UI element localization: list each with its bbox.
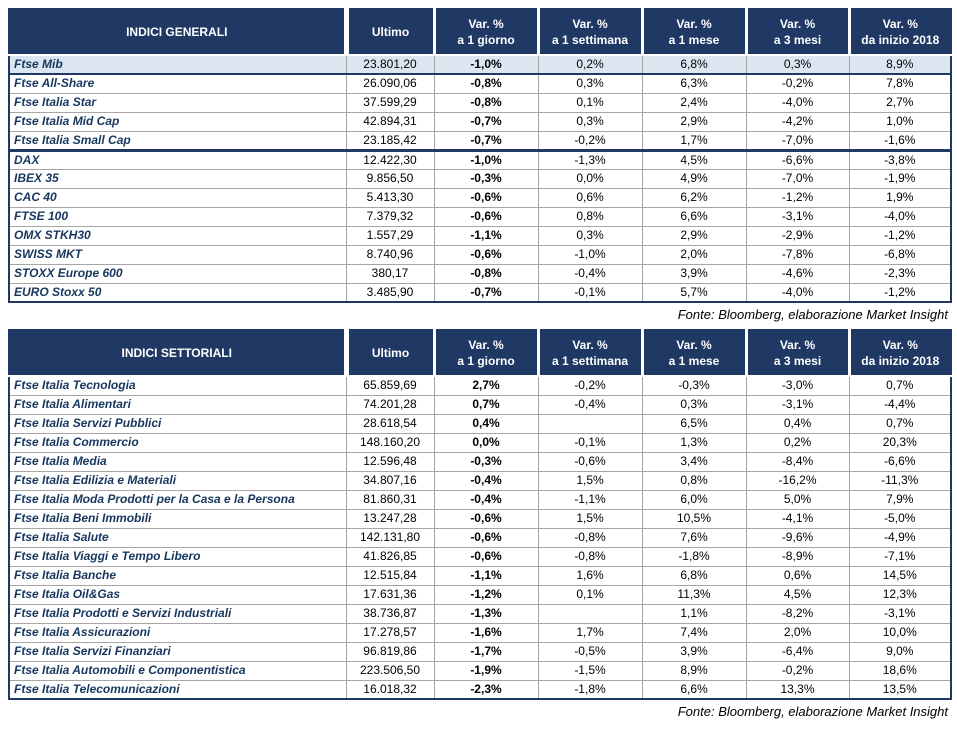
index-row: [9, 245, 951, 264]
ultimo-value: 12.596,48: [346, 452, 434, 471]
var-inizio-2018-value: 7,9%: [849, 490, 951, 509]
var-inizio-2018-value: -4,9%: [849, 528, 951, 547]
source-note: Fonte: Bloomberg, elaborazione Market Insight: [677, 307, 948, 322]
index-name: Ftse Italia Media: [9, 452, 346, 471]
var-label-top: Var. %: [676, 17, 712, 31]
var-1-mese-value: 2,0%: [642, 245, 746, 264]
var-inizio-2018-value: -3,1%: [849, 604, 951, 623]
var-1-settimana-value: -1,5%: [538, 661, 642, 680]
column-header-var-1-giorno: [434, 9, 538, 55]
ultimo-value: 12.422,30: [346, 150, 434, 169]
var-1-giorno-value: 0,7%: [434, 395, 538, 414]
ultimo-value: 81.860,31: [346, 490, 434, 509]
var-3-mesi-value: 0,3%: [746, 55, 849, 74]
var-1-settimana-value: -0,4%: [538, 395, 642, 414]
ultimo-value: 42.894,31: [346, 112, 434, 131]
var-label-bottom: a 3 mesi: [773, 354, 822, 368]
var-3-mesi-value: 5,0%: [746, 490, 849, 509]
index-row: [9, 509, 951, 528]
var-inizio-2018-value: 8,9%: [849, 55, 951, 74]
index-name: Ftse Italia Oil&Gas: [9, 585, 346, 604]
var-1-settimana-value: -0,6%: [538, 452, 642, 471]
var-1-settimana-value: 1,7%: [538, 623, 642, 642]
var-1-settimana-value: -0,2%: [538, 131, 642, 150]
index-row: [9, 471, 951, 490]
var-inizio-2018-value: -4,0%: [849, 207, 951, 226]
index-name: OMX STKH30: [9, 226, 346, 245]
column-header-var-1-settimana: [538, 330, 642, 376]
var-1-settimana-value: -1,8%: [538, 680, 642, 699]
index-name: Ftse Italia Tecnologia: [9, 376, 346, 395]
var-1-mese-value: 4,5%: [642, 150, 746, 169]
var-1-giorno-value: -1,0%: [434, 150, 538, 169]
var-3-mesi-value: -7,0%: [746, 131, 849, 150]
var-1-giorno-value: -0,4%: [434, 471, 538, 490]
index-name: EURO Stoxx 50: [9, 283, 346, 302]
var-1-mese-value: 7,6%: [642, 528, 746, 547]
var-1-giorno-value: -0,7%: [434, 131, 538, 150]
var-1-giorno-value: 0,4%: [434, 414, 538, 433]
var-3-mesi-value: -1,2%: [746, 188, 849, 207]
var-1-giorno-value: -0,6%: [434, 528, 538, 547]
index-name: DAX: [9, 150, 346, 169]
var-1-mese-value: 0,3%: [642, 395, 746, 414]
index-name: Ftse Italia Assicurazioni: [9, 623, 346, 642]
var-1-mese-value: 6,3%: [642, 74, 746, 93]
source-note: Fonte: Bloomberg, elaborazione Market Insight: [677, 704, 948, 719]
var-3-mesi-value: -8,4%: [746, 452, 849, 471]
var-1-mese-value: 0,8%: [642, 471, 746, 490]
index-name: Ftse Italia Telecomunicazioni: [9, 680, 346, 699]
index-name: SWISS MKT: [9, 245, 346, 264]
var-1-settimana-value: -0,2%: [538, 376, 642, 395]
var-1-settimana-value: -0,8%: [538, 528, 642, 547]
index-row: [9, 188, 951, 207]
var-1-giorno-value: -1,9%: [434, 661, 538, 680]
var-inizio-2018-value: -4,4%: [849, 395, 951, 414]
ultimo-value: 148.160,20: [346, 433, 434, 452]
var-label-bottom: a 3 mesi: [773, 33, 822, 47]
var-1-giorno-value: -1,7%: [434, 642, 538, 661]
var-1-giorno-value: -0,4%: [434, 490, 538, 509]
ultimo-value: 34.807,16: [346, 471, 434, 490]
index-row: [9, 395, 951, 414]
var-1-settimana-value: -0,1%: [538, 283, 642, 302]
var-label-bottom: a 1 mese: [668, 33, 720, 47]
sector-indices-group: [9, 376, 951, 699]
var-inizio-2018-value: 18,6%: [849, 661, 951, 680]
var-3-mesi-value: -16,2%: [746, 471, 849, 490]
index-name: Ftse Italia Small Cap: [9, 131, 346, 150]
var-1-mese-value: 3,4%: [642, 452, 746, 471]
index-row: [9, 585, 951, 604]
var-1-mese-value: 6,5%: [642, 414, 746, 433]
var-1-giorno-value: -2,3%: [434, 680, 538, 699]
index-row: [9, 604, 951, 623]
var-3-mesi-value: -2,9%: [746, 226, 849, 245]
index-name: IBEX 35: [9, 169, 346, 188]
var-inizio-2018-value: -3,8%: [849, 150, 951, 169]
ultimo-value: 96.819,86: [346, 642, 434, 661]
var-label-top: Var. %: [468, 17, 504, 31]
index-name: Ftse Italia Servizi Pubblici: [9, 414, 346, 433]
index-row: [9, 150, 951, 169]
var-3-mesi-value: -7,8%: [746, 245, 849, 264]
var-label-top: Var. %: [676, 338, 712, 352]
var-1-mese-value: 8,9%: [642, 661, 746, 680]
var-1-mese-value: 6,2%: [642, 188, 746, 207]
table-title: INDICI SETTORIALI: [9, 330, 346, 376]
var-inizio-2018-value: -7,1%: [849, 547, 951, 566]
var-1-settimana-value: 0,2%: [538, 55, 642, 74]
var-1-giorno-value: -0,6%: [434, 509, 538, 528]
index-row: [9, 661, 951, 680]
index-row: [9, 93, 951, 112]
var-inizio-2018-value: -6,8%: [849, 245, 951, 264]
var-inizio-2018-value: 1,0%: [849, 112, 951, 131]
var-inizio-2018-value: -11,3%: [849, 471, 951, 490]
var-1-mese-value: 7,4%: [642, 623, 746, 642]
ultimo-value: 17.631,36: [346, 585, 434, 604]
ultimo-value: 38.736,87: [346, 604, 434, 623]
ultimo-value: 9.856,50: [346, 169, 434, 188]
var-1-giorno-value: -1,1%: [434, 566, 538, 585]
var-3-mesi-value: 13,3%: [746, 680, 849, 699]
var-3-mesi-value: -3,1%: [746, 395, 849, 414]
column-header-var-inizio-2018: [849, 330, 951, 376]
var-1-settimana-value: -1,3%: [538, 150, 642, 169]
var-3-mesi-value: -4,2%: [746, 112, 849, 131]
var-label-bottom: a 1 giorno: [457, 354, 515, 368]
index-row: [9, 490, 951, 509]
var-1-giorno-value: -0,3%: [434, 452, 538, 471]
var-inizio-2018-value: 13,5%: [849, 680, 951, 699]
var-3-mesi-value: -4,6%: [746, 264, 849, 283]
var-1-giorno-value: -0,8%: [434, 93, 538, 112]
var-1-mese-value: 11,3%: [642, 585, 746, 604]
ultimo-value: 41.826,85: [346, 547, 434, 566]
header-row: [9, 9, 951, 55]
index-row: [9, 452, 951, 471]
var-1-settimana-value: 0,1%: [538, 585, 642, 604]
ultimo-value: 380,17: [346, 264, 434, 283]
index-row: [9, 131, 951, 150]
var-1-settimana-value: 0,1%: [538, 93, 642, 112]
var-3-mesi-value: -6,4%: [746, 642, 849, 661]
var-inizio-2018-value: -6,6%: [849, 452, 951, 471]
var-1-settimana-value: -0,8%: [538, 547, 642, 566]
var-1-giorno-value: -0,6%: [434, 547, 538, 566]
var-3-mesi-value: -0,2%: [746, 74, 849, 93]
ultimo-value: 23.185,42: [346, 131, 434, 150]
index-name: Ftse Italia Edilizia e Materiali: [9, 471, 346, 490]
ultimo-value: 223.506,50: [346, 661, 434, 680]
index-row: [9, 433, 951, 452]
var-1-mese-value: -0,3%: [642, 376, 746, 395]
var-3-mesi-value: -8,2%: [746, 604, 849, 623]
var-1-mese-value: 3,9%: [642, 264, 746, 283]
var-1-giorno-value: -0,6%: [434, 207, 538, 226]
var-inizio-2018-value: 20,3%: [849, 433, 951, 452]
index-row: [9, 376, 951, 395]
var-1-mese-value: 2,4%: [642, 93, 746, 112]
highlighted-index-row: [9, 55, 951, 74]
var-inizio-2018-value: -1,6%: [849, 131, 951, 150]
index-name: FTSE 100: [9, 207, 346, 226]
var-label-bottom: a 1 mese: [668, 354, 720, 368]
var-1-giorno-value: -0,6%: [434, 188, 538, 207]
index-name: Ftse Italia Moda Prodotti per la Casa e la Persona: [9, 490, 346, 509]
var-label-top: Var. %: [468, 338, 504, 352]
ultimo-value: 65.859,69: [346, 376, 434, 395]
var-inizio-2018-value: -1,2%: [849, 283, 951, 302]
ultimo-value: 16.018,32: [346, 680, 434, 699]
var-3-mesi-value: 2,0%: [746, 623, 849, 642]
ultimo-value: 26.090,06: [346, 74, 434, 93]
var-1-mese-value: 6,8%: [642, 55, 746, 74]
var-1-giorno-value: -0,6%: [434, 245, 538, 264]
var-3-mesi-value: 0,2%: [746, 433, 849, 452]
index-name: Ftse Italia Banche: [9, 566, 346, 585]
ultimo-value: 8.740,96: [346, 245, 434, 264]
var-label-bottom: a 1 settimana: [551, 33, 629, 47]
var-inizio-2018-value: 9,0%: [849, 642, 951, 661]
column-header-var-3-mesi: [746, 9, 849, 55]
var-3-mesi-value: -9,6%: [746, 528, 849, 547]
index-row: [9, 623, 951, 642]
ultimo-value: 28.618,54: [346, 414, 434, 433]
index-name: Ftse Italia Servizi Finanziari: [9, 642, 346, 661]
index-row: [9, 547, 951, 566]
var-inizio-2018-value: 0,7%: [849, 414, 951, 433]
var-label-bottom: da inizio 2018: [861, 354, 940, 368]
index-row: [9, 226, 951, 245]
index-row: [9, 680, 951, 699]
var-inizio-2018-value: -1,9%: [849, 169, 951, 188]
var-inizio-2018-value: 14,5%: [849, 566, 951, 585]
index-row: [9, 283, 951, 302]
var-1-giorno-value: -0,3%: [434, 169, 538, 188]
var-1-mese-value: 10,5%: [642, 509, 746, 528]
var-1-mese-value: 1,7%: [642, 131, 746, 150]
var-1-mese-value: 1,3%: [642, 433, 746, 452]
index-name: CAC 40: [9, 188, 346, 207]
var-3-mesi-value: -4,1%: [746, 509, 849, 528]
var-inizio-2018-value: 0,7%: [849, 376, 951, 395]
var-3-mesi-value: -3,1%: [746, 207, 849, 226]
index-row: [9, 414, 951, 433]
var-3-mesi-value: 0,6%: [746, 566, 849, 585]
index-name: Ftse Italia Salute: [9, 528, 346, 547]
var-1-settimana-value: -0,1%: [538, 433, 642, 452]
var-1-mese-value: 6,8%: [642, 566, 746, 585]
var-1-mese-value: 6,6%: [642, 207, 746, 226]
index-name: Ftse Italia Alimentari: [9, 395, 346, 414]
index-name: Ftse Italia Star: [9, 93, 346, 112]
var-1-giorno-value: -1,1%: [434, 226, 538, 245]
var-1-giorno-value: -0,8%: [434, 74, 538, 93]
column-header-var-1-mese: [642, 9, 746, 55]
ultimo-value: 74.201,28: [346, 395, 434, 414]
index-name: Ftse Italia Automobili e Componentistica: [9, 661, 346, 680]
var-1-settimana-value: 1,5%: [538, 471, 642, 490]
ultimo-value: 17.278,57: [346, 623, 434, 642]
var-1-settimana-value: 1,5%: [538, 509, 642, 528]
ultimo-value: 37.599,29: [346, 93, 434, 112]
var-1-giorno-value: -0,7%: [434, 283, 538, 302]
var-1-settimana-value: [538, 414, 642, 433]
ultimo-value: 1.557,29: [346, 226, 434, 245]
var-1-settimana-value: 0,3%: [538, 112, 642, 131]
var-inizio-2018-value: 12,3%: [849, 585, 951, 604]
var-1-mese-value: 1,1%: [642, 604, 746, 623]
var-label-top: Var. %: [779, 17, 816, 31]
ultimo-value: 7.379,32: [346, 207, 434, 226]
ultimo-value: 12.515,84: [346, 566, 434, 585]
var-1-mese-value: -1,8%: [642, 547, 746, 566]
var-1-giorno-value: 2,7%: [434, 376, 538, 395]
ultimo-value: 5.413,30: [346, 188, 434, 207]
column-header-ultimo: Ultimo: [346, 9, 434, 55]
var-1-mese-value: 2,9%: [642, 226, 746, 245]
column-header-var-1-settimana: [538, 9, 642, 55]
var-1-giorno-value: -0,7%: [434, 112, 538, 131]
var-1-settimana-value: 1,6%: [538, 566, 642, 585]
ultimo-value: 23.801,20: [346, 55, 434, 74]
var-3-mesi-value: -0,2%: [746, 661, 849, 680]
var-label-bottom: a 1 settimana: [551, 354, 629, 368]
var-1-mese-value: 6,6%: [642, 680, 746, 699]
index-row: [9, 207, 951, 226]
var-inizio-2018-value: 7,8%: [849, 74, 951, 93]
index-name: Ftse Italia Viaggi e Tempo Libero: [9, 547, 346, 566]
var-1-giorno-value: 0,0%: [434, 433, 538, 452]
index-row: [9, 74, 951, 93]
var-1-giorno-value: -1,2%: [434, 585, 538, 604]
var-inizio-2018-value: 1,9%: [849, 188, 951, 207]
column-header-var-3-mesi: [746, 330, 849, 376]
ultimo-value: 3.485,90: [346, 283, 434, 302]
var-1-settimana-value: 0,3%: [538, 74, 642, 93]
var-inizio-2018-value: 2,7%: [849, 93, 951, 112]
var-1-mese-value: 2,9%: [642, 112, 746, 131]
var-1-settimana-value: -0,4%: [538, 264, 642, 283]
index-name: Ftse Italia Beni Immobili: [9, 509, 346, 528]
var-1-mese-value: 5,7%: [642, 283, 746, 302]
indici-settoriali-header: [9, 330, 951, 376]
var-1-giorno-value: -1,0%: [434, 55, 538, 74]
var-3-mesi-value: -6,6%: [746, 150, 849, 169]
column-header-var-inizio-2018: [849, 9, 951, 55]
var-label-top: Var. %: [882, 338, 918, 352]
index-row: [9, 264, 951, 283]
var-label-top: Var. %: [572, 338, 608, 352]
index-row: [9, 169, 951, 188]
column-header-var-1-giorno: [434, 330, 538, 376]
var-inizio-2018-value: -5,0%: [849, 509, 951, 528]
var-inizio-2018-value: -2,3%: [849, 264, 951, 283]
var-inizio-2018-value: 10,0%: [849, 623, 951, 642]
var-1-giorno-value: -1,3%: [434, 604, 538, 623]
column-header-ultimo: Ultimo: [346, 330, 434, 376]
index-name: Ftse All-Share: [9, 74, 346, 93]
var-1-settimana-value: -1,0%: [538, 245, 642, 264]
var-1-giorno-value: -1,6%: [434, 623, 538, 642]
var-inizio-2018-value: -1,2%: [849, 226, 951, 245]
var-1-mese-value: 4,9%: [642, 169, 746, 188]
var-label-top: Var. %: [572, 17, 608, 31]
var-1-mese-value: 3,9%: [642, 642, 746, 661]
var-1-settimana-value: 0,8%: [538, 207, 642, 226]
ultimo-value: 142.131,80: [346, 528, 434, 547]
index-name: Ftse Italia Mid Cap: [9, 112, 346, 131]
indici-generali-table: [8, 8, 952, 303]
var-label-top: Var. %: [779, 338, 816, 352]
var-1-settimana-value: [538, 604, 642, 623]
index-row: [9, 642, 951, 661]
index-row: [9, 528, 951, 547]
var-1-settimana-value: -0,5%: [538, 642, 642, 661]
international-indices-group: [9, 150, 951, 302]
indici-generali-header: [9, 9, 951, 55]
index-name: Ftse Mib: [9, 55, 346, 74]
var-label-top: Var. %: [882, 17, 918, 31]
var-3-mesi-value: 4,5%: [746, 585, 849, 604]
index-row: [9, 566, 951, 585]
index-name: Ftse Italia Prodotti e Servizi Industriali: [9, 604, 346, 623]
var-3-mesi-value: -4,0%: [746, 283, 849, 302]
index-name: STOXX Europe 600: [9, 264, 346, 283]
header-row: [9, 330, 951, 376]
index-name: Ftse Italia Commercio: [9, 433, 346, 452]
var-label-bottom: a 1 giorno: [457, 33, 515, 47]
var-3-mesi-value: -4,0%: [746, 93, 849, 112]
var-3-mesi-value: -3,0%: [746, 376, 849, 395]
var-3-mesi-value: -8,9%: [746, 547, 849, 566]
var-3-mesi-value: 0,4%: [746, 414, 849, 433]
var-1-settimana-value: -1,1%: [538, 490, 642, 509]
var-1-settimana-value: 0,3%: [538, 226, 642, 245]
var-1-giorno-value: -0,8%: [434, 264, 538, 283]
var-1-mese-value: 6,0%: [642, 490, 746, 509]
indici-settoriali-table: [8, 329, 952, 700]
index-row: [9, 112, 951, 131]
var-label-bottom: da inizio 2018: [861, 33, 940, 47]
var-1-settimana-value: 0,6%: [538, 188, 642, 207]
var-3-mesi-value: -7,0%: [746, 169, 849, 188]
ftse-italia-indices-group: [9, 55, 951, 150]
column-header-var-1-mese: [642, 330, 746, 376]
table-title: INDICI GENERALI: [9, 9, 346, 55]
ultimo-value: 13.247,28: [346, 509, 434, 528]
var-1-settimana-value: 0,0%: [538, 169, 642, 188]
